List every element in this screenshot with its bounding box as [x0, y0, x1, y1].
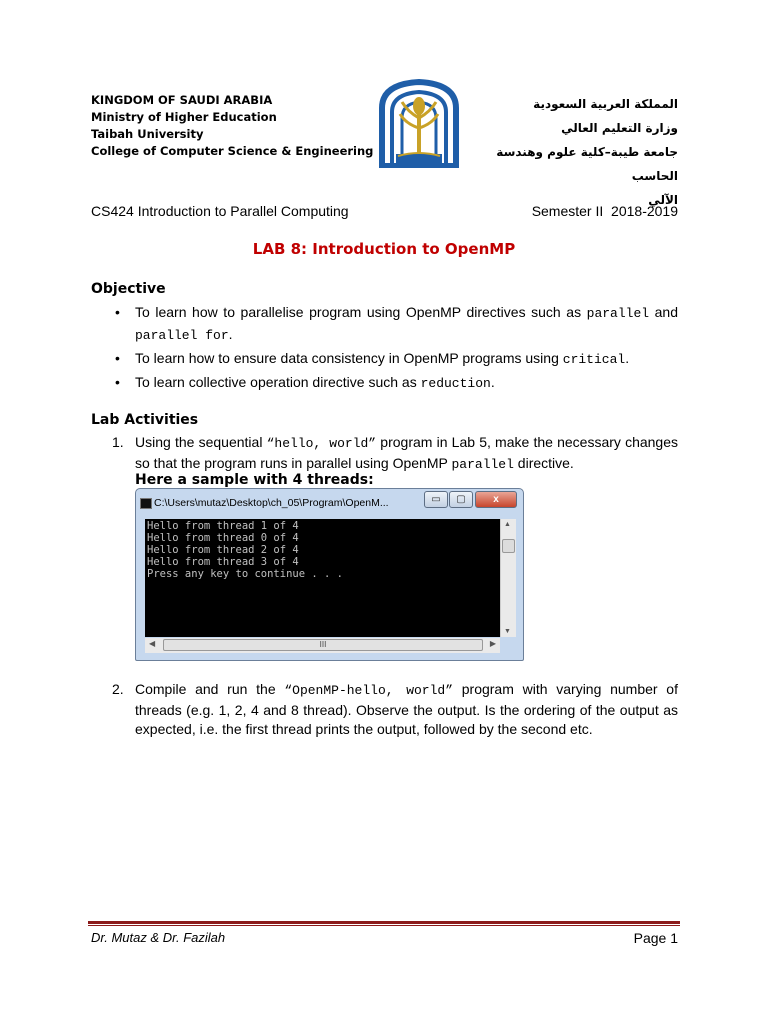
- course-line: [91, 203, 678, 219]
- semester: Semester II 2018-2019: [531, 203, 678, 219]
- course-name: CS424 Introduction to Parallel Computing: [91, 203, 349, 219]
- header-line-ministry: Ministry of Higher Education: [91, 110, 277, 124]
- vertical-scrollbar[interactable]: [500, 519, 516, 637]
- header-arabic-college: الآلي: [648, 193, 678, 207]
- scroll-left-icon[interactable]: ◀: [149, 639, 156, 648]
- horizontal-scrollbar[interactable]: [145, 638, 500, 653]
- console-window: [135, 488, 524, 661]
- code-reduction: reduction: [420, 376, 491, 391]
- console-line: Hello from thread 2 of 4: [147, 544, 299, 556]
- header-right-block-arabic: [448, 92, 678, 212]
- maximize-button[interactable]: ▢: [449, 491, 473, 508]
- console-line: Hello from thread 3 of 4: [147, 556, 299, 568]
- objective-item: • To learn how to parallelise program using OpenMP directives such as parallel and parallel for.: [115, 304, 679, 343]
- close-button[interactable]: x: [475, 491, 517, 508]
- header-line-university: Taibah University: [91, 127, 204, 141]
- footer-rule-thin: [88, 925, 680, 926]
- console-app-icon: [140, 498, 152, 509]
- scroll-up-icon[interactable]: ▲: [504, 521, 511, 528]
- footer-authors: Dr. Mutaz & Dr. Fazilah: [91, 930, 226, 945]
- bullet-icon: •: [115, 374, 120, 390]
- objective-list: [91, 302, 678, 396]
- header-arabic-country: المملكة العربية السعودية: [533, 97, 678, 111]
- footer-rule: [88, 921, 680, 924]
- header-line-country: KINGDOM OF SAUDI ARABIA: [91, 93, 273, 107]
- scroll-down-icon[interactable]: ▼: [504, 628, 511, 635]
- minimize-button[interactable]: ▭: [424, 491, 448, 508]
- console-line: Press any key to continue . . .: [147, 568, 343, 580]
- code-parallel: parallel: [586, 306, 650, 321]
- header-arabic-ministry: وزارة التعليم العالي: [561, 121, 678, 135]
- scroll-right-icon[interactable]: ▶: [489, 639, 496, 648]
- code-parallel: parallel: [451, 456, 514, 472]
- code-openmp-hello-world: “OpenMP-hello, world”: [284, 683, 454, 698]
- sample-label: Here a sample with 4 threads:: [135, 472, 374, 488]
- console-window-title: C:\Users\mutaz\Desktop\ch_05\Program\OpenM...: [154, 497, 389, 509]
- header-line-college: College of Computer Science & Engineering: [91, 144, 374, 158]
- vertical-scroll-thumb[interactable]: [502, 539, 515, 553]
- console-line: Hello from thread 1 of 4: [147, 520, 299, 532]
- lab-activities-heading: Lab Activities: [91, 412, 199, 428]
- objective-item: • To learn collective operation directive such as reduction.: [115, 374, 495, 391]
- code-parallel-for: parallel for: [135, 328, 229, 343]
- console-line: Hello from thread 0 of 4: [147, 532, 299, 544]
- bullet-icon: •: [115, 304, 120, 320]
- item-number: 1.: [112, 434, 124, 450]
- lab-title: LAB 8: Introduction to OpenMP: [252, 240, 516, 258]
- objective-item: • To learn how to ensure data consistency in OpenMP programs using critical.: [115, 350, 630, 367]
- activity-item-1: 1. Using the sequential “hello, world” program in Lab 5, make the necessary changes so that the program runs in parallel using OpenMP parallel directive.: [112, 434, 678, 472]
- bullet-icon: •: [115, 350, 120, 366]
- activity-item-2: 2. Compile and run the “OpenMP-hello, world” program with varying number of threads (e.g. 1, 2, 4 and 8 thread). Observe the output. Is the ordering of the output as expected, i.e. the first thread prints the output, followed by the second etc.: [112, 681, 678, 737]
- console-output: [145, 519, 500, 637]
- horizontal-scroll-thumb[interactable]: III: [163, 639, 483, 651]
- code-critical: critical: [562, 352, 626, 367]
- code-hello-world: “hello, world”: [266, 436, 377, 451]
- header-arabic-university: جامعة طيبة–كلية علوم وهندسة الحاسب: [496, 145, 678, 183]
- page-number: Page 1: [633, 930, 678, 946]
- header-left-block: [91, 92, 373, 160]
- objective-heading: Objective: [91, 281, 166, 297]
- item-number: 2.: [112, 681, 124, 697]
